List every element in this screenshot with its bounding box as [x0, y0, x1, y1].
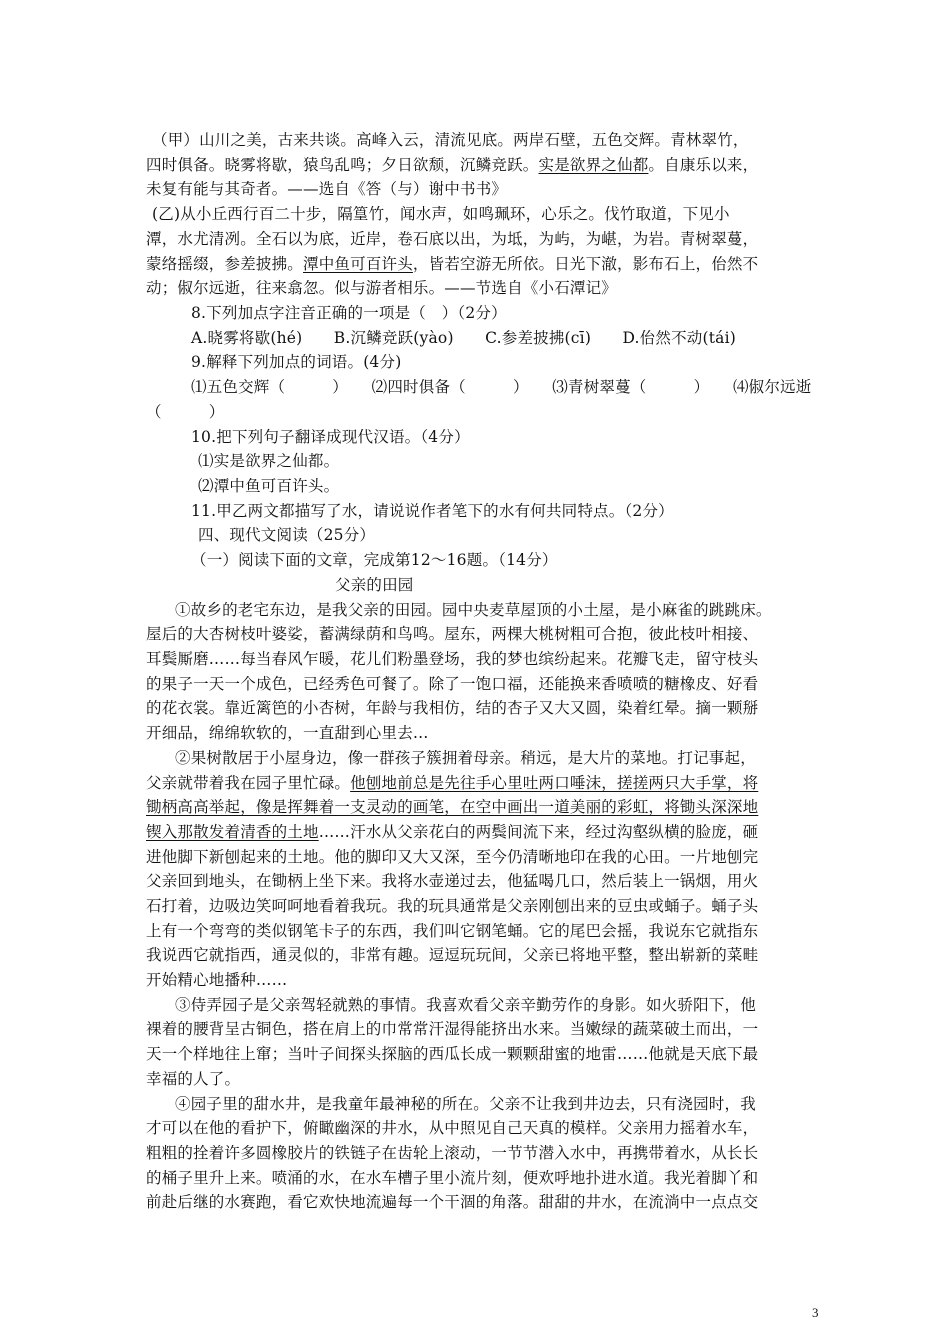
text-segment: （ ）	[146, 403, 225, 421]
text-line	[198, 474, 339, 498]
text-segment: A.晓雾将歇(hé) B.沉鳞竞跃(yào) C.参差披拂(cī) D.佁然不动(tái)	[191, 329, 737, 347]
text-line	[175, 598, 772, 622]
text-line	[146, 968, 287, 992]
text-line	[146, 894, 758, 918]
text-line	[198, 449, 339, 473]
text-line	[146, 252, 758, 276]
text-line	[146, 943, 758, 967]
text-line	[146, 672, 758, 696]
text-line	[191, 548, 558, 572]
text-segment: 10.把下列句子翻译成现代汉语。（4分）	[191, 428, 470, 446]
underlined-text: 锄柄高高举起，像是挥舞着一支灵动的画笔，在空中画出一道美丽的彩虹，将锄头深深地	[146, 798, 759, 816]
text-segment: 我说西它就指西，通灵似的，非常有趣。逗逗玩玩间，父亲已将地平整，整出崭新的菜畦	[146, 946, 759, 964]
text-segment: 父亲就带着我在园子里忙碌。	[146, 774, 351, 792]
text-segment: ②果树散居于小屋身边，像一群孩子簇拥着母亲。稍远，是大片的菜地。打记事起，	[175, 749, 756, 767]
text-line	[146, 869, 758, 893]
text-segment: 进他脚下新刨起来的土地。他的脚印又大又深，至今仍清晰地印在我的心田。一片地刨完	[146, 848, 759, 866]
underlined-text: 锲入那散发着清香的土地	[146, 823, 319, 841]
text-segment: ⑴实是欲界之仙都。	[198, 452, 340, 470]
text-line	[175, 1092, 756, 1116]
text-line	[146, 227, 758, 251]
text-segment: 11.甲乙两文都描写了水，请说说作者笔下的水有何共同特点。（2分）	[191, 502, 674, 520]
text-line	[191, 375, 811, 399]
text-line	[146, 177, 507, 201]
text-segment: 粗粗的拴着许多圆橡胶片的铁链子在齿轮上滚动，一节节潜入水中，再携带着水，从长长	[146, 1144, 759, 1162]
text-segment: 开始精心地播种……	[146, 971, 288, 989]
text-segment: 开细品，绵绵软软的，一直甜到心里去…	[146, 724, 429, 742]
page-number: 3	[812, 1305, 819, 1320]
text-segment: 四时俱备。晓雾将歇，猿鸟乱鸣；夕日欲颓，沉鳞竞跃。	[146, 156, 539, 174]
text-segment: 的桶子里升上来。喷涌的水，在水车槽子里小流片刻，便欢呼地扑进水道。我光着脚丫和	[146, 1169, 759, 1187]
text-line	[146, 795, 758, 819]
text-segment: 动；俶尔远逝，往来翕忽。似与游者相乐。——节选自《小石潭记》	[146, 279, 618, 297]
text-line	[191, 301, 507, 325]
text-segment: ①故乡的老宅东边，是我父亲的田园。园中央麦草屋顶的小土屋，是小麻雀的跳跳床。	[175, 601, 772, 619]
text-line	[146, 1166, 758, 1190]
text-line	[146, 1067, 240, 1091]
text-line	[152, 128, 749, 152]
text-segment: 四、现代文阅读（25分）	[198, 526, 376, 544]
text-segment: 前赴后继的水赛跑，看它欢快地流遍每一个干涸的角落。甜甜的井水，在流淌中一点点交	[146, 1193, 759, 1211]
text-segment: （甲）山川之美，古来共谈。高峰入云，清流见底。两岸石壁，五色交辉。青林翠竹，	[152, 131, 749, 149]
text-segment: ，皆若空游无所依。日光下澈，影布石上，佁然不	[412, 255, 759, 273]
text-line	[146, 1190, 758, 1214]
text-line	[146, 1017, 758, 1041]
text-line	[191, 326, 736, 350]
text-segment: 蒙络摇缀，参差披拂。	[146, 255, 304, 273]
text-line	[191, 499, 674, 523]
text-segment: ⑴五色交辉（ ） ⑵四时俱备（ ） ⑶青树翠蔓（ ） ⑷俶尔远逝	[191, 378, 812, 396]
text-segment: 天一个样地往上窜；当叶子间探头探脑的西瓜长成一颗颗甜蜜的地雷……他就是天底下最	[146, 1045, 759, 1063]
text-segment: 幸福的人了。	[146, 1070, 241, 1088]
text-segment: 9.解释下列加点的词语。(4分)	[191, 353, 402, 371]
text-line	[198, 523, 375, 547]
text-line	[146, 1141, 758, 1165]
underlined-text: 实是欲界之仙都	[538, 156, 649, 174]
text-line	[146, 771, 758, 795]
text-line	[146, 919, 758, 943]
text-segment: 才可以在他的看护下，俯瞰幽深的井水，从中照见自己天真的模样。父亲用力摇着水车，	[146, 1119, 759, 1137]
text-segment: ⑵潭中鱼可百许头。	[198, 477, 340, 495]
text-segment: 潭，水尤清冽。全石以为底，近岸，卷石底以出，为坻，为屿，为嵁，为岩。青树翠蔓，	[146, 230, 759, 248]
text-segment: ④园子里的甜水井，是我童年最神秘的所在。父亲不让我到井边去，只有浇园时，我	[175, 1095, 756, 1113]
text-segment: 上有一个弯弯的类似钢笔卡子的东西，我们叫它钢笔蛹。它的尾巴会摇，我说东它就指东	[146, 922, 759, 940]
text-segment: 屋后的大杏树枝叶婆娑，蓄满绿荫和鸟鸣。屋东，两棵大桃树粗可合抱，彼此枝叶相接、	[146, 625, 759, 643]
text-line	[146, 276, 617, 300]
text-segment: 的花衣裳。靠近篱笆的小杏树，年龄与我相仿，结的杏子又大又圆，染着红晕。摘一颗掰	[146, 699, 759, 717]
text-line	[146, 153, 758, 177]
text-line	[152, 202, 730, 226]
text-line	[146, 647, 758, 671]
text-segment: ③侍弄园子是父亲驾轻就熟的事情。我喜欢看父亲辛勤劳作的身影。如火骄阳下，他	[175, 996, 756, 1014]
underlined-text: 潭中鱼可百许头	[303, 255, 413, 273]
text-line	[146, 1042, 758, 1066]
text-line	[335, 573, 414, 597]
underlined-text: 他刨地前总是先往手心里吐两口唾沫，搓搓两只大手掌，将	[350, 774, 759, 792]
text-line	[175, 993, 756, 1017]
text-segment: 8.下列加点字注音正确的一项是（ ）（2分）	[191, 304, 507, 322]
text-segment: 未复有能与其奇者。——选自《答（与）谢中书书》	[146, 180, 508, 198]
text-segment: ……汗水从父亲花白的两鬓间流下来，经过沟壑纵横的脸庞，砸	[318, 823, 759, 841]
text-segment: 父亲回到地头，在锄柄上坐下来。我将水壶递过去，他猛喝几口，然后装上一锅烟，用火	[146, 872, 759, 890]
text-line	[146, 696, 758, 720]
text-segment: （一）阅读下面的文章，完成第12～16题。（14分）	[191, 551, 558, 569]
text-segment: 的果子一天一个成色，已经秀色可餐了。除了一饱口福，还能换来香喷喷的糖橡皮、好看	[146, 675, 759, 693]
text-segment: 石打着，边吸边笑呵呵地看着我玩。我的玩具通常是父亲刚刨出来的豆虫或蛹子。蛹子头	[146, 897, 759, 915]
text-line	[146, 1116, 758, 1140]
text-line	[191, 425, 470, 449]
text-line	[146, 622, 758, 646]
text-line	[146, 721, 429, 745]
text-segment: (乙)从小丘西行百二十步，隔篁竹，闻水声，如鸣珮环，心乐之。伐竹取道，下见小	[152, 205, 730, 223]
text-line	[146, 845, 758, 869]
text-line	[146, 400, 225, 424]
text-line	[175, 746, 756, 770]
text-line	[146, 820, 758, 844]
text-line	[191, 350, 401, 374]
text-segment: 父亲的田园	[335, 576, 414, 594]
text-segment: 裸着的腰背呈古铜色，搭在肩上的巾常常汗湿得能挤出水来。当嫩绿的蔬菜破土而出，一	[146, 1020, 759, 1038]
text-segment: 。自康乐以来，	[648, 156, 759, 174]
text-segment: 耳鬓厮磨……每当春风乍暖，花儿们粉墨登场，我的梦也缤纷起来。花瓣飞走，留守枝头	[146, 650, 759, 668]
